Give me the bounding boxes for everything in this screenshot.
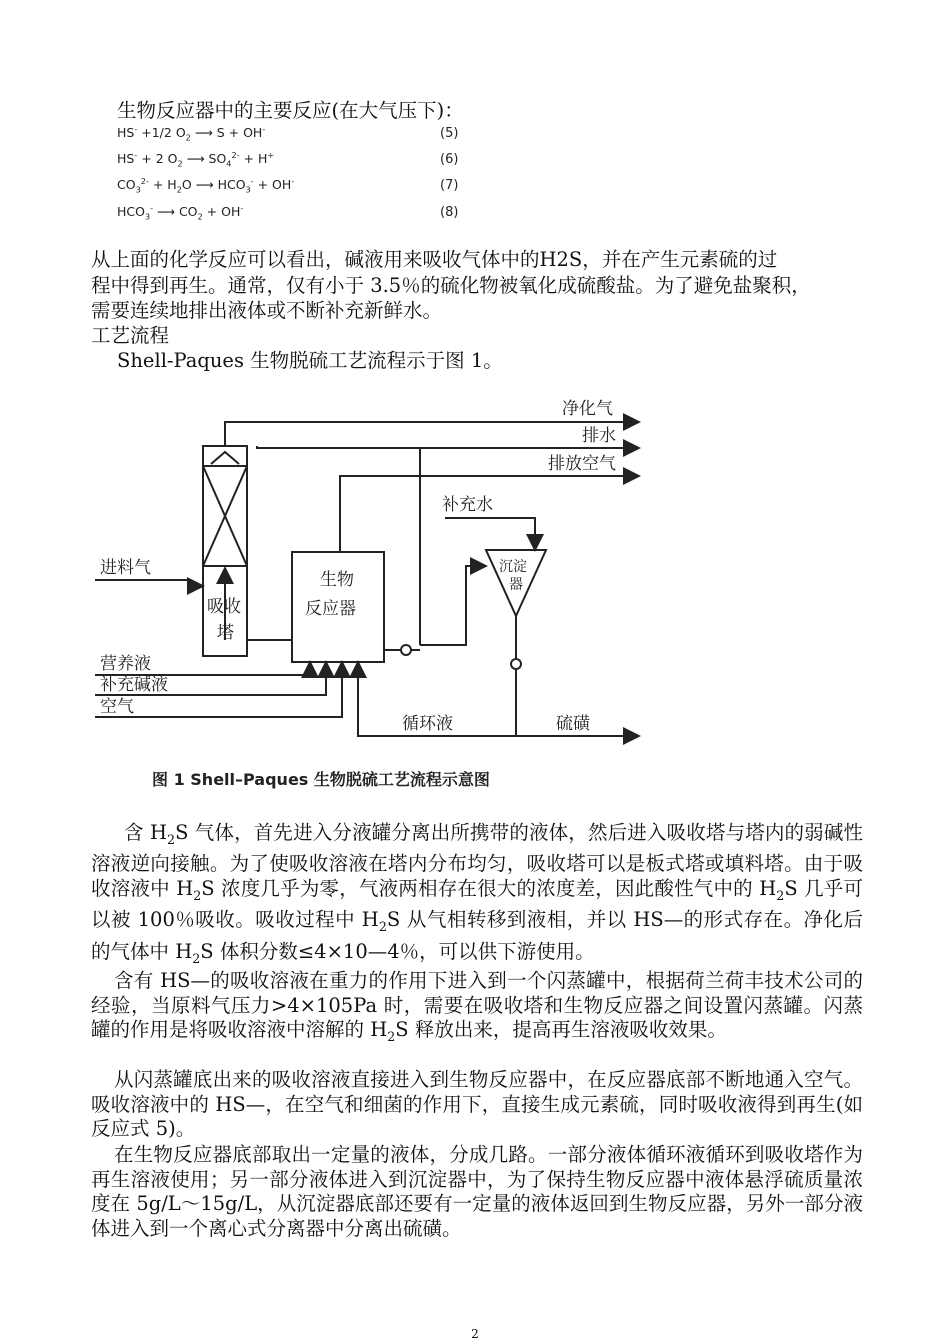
intro-line-1: 从上面的化学反应可以看出，碱液用来吸收气体中的H2S，并在产生元素硫的过 (91, 248, 778, 271)
equation-5: HS- +1/2 $O_2$ ⟶ S + OH- (117, 124, 266, 143)
equation-number: (7) (440, 178, 459, 193)
label-recycle: 循环液 (402, 714, 453, 734)
equation-8: $HCO_3^-$ ⟶ $CO_2 + OH^-$ (117, 203, 244, 222)
label-absorber: 吸收 (207, 597, 241, 617)
label-settler: 器 (509, 577, 523, 593)
label-makeup-alkali: 补充碱液 (100, 675, 168, 695)
intro-line-3: 需要连续地排出液体或不断补充新鲜水。 (91, 299, 443, 322)
label-reactor: 生物 (320, 570, 354, 590)
figure-caption: 图 1 Shell–Paques 生物脱硫工艺流程示意图 (152, 770, 490, 789)
label-sulfur: 硫磺 (556, 714, 590, 734)
process-flow-diagram (90, 390, 650, 800)
label-settler: 沉淀 (499, 559, 527, 575)
equation-number: (8) (440, 205, 459, 220)
equation-7: $CO_3^{2-} + H_2O$ ⟶ $HCO_3^- + OH^-$ (117, 176, 295, 195)
equation-number: (5) (440, 126, 459, 141)
label-absorber: 塔 (217, 623, 234, 643)
section-title: 工艺流程 (91, 324, 170, 347)
paragraph-3: 从闪蒸罐底出来的吸收溶液直接进入到生物反应器中，在反应器底部不断地通入空气。吸收溶液中的 HS—，在空气和细菌的作用下，直接生成元素硫，同时吸收液得到再生(如反应式 5)。 (91, 1068, 863, 1140)
equation-6: HS- + 2 $O_2$ ⟶ $SO_4^{2-} + H^+$ (117, 150, 275, 169)
paragraph-2: 含有 HS—的吸收溶液在重力的作用下进入到一个闪蒸罐中，根据荷兰荷丰技术公司的经验，当原料气压力>4×105Pa 时，需要在吸收塔和生物反应器之间设置闪蒸罐。闪蒸罐的作用是将吸收溶液中溶解的 $H_2S$ 释放出来，提高再生溶液吸收效果。 (91, 969, 863, 1044)
label-reactor: 反应器 (305, 599, 356, 619)
label-nutrient: 营养液 (100, 654, 151, 674)
paragraph-4: 在生物反应器底部取出一定量的液体，分成几路。一部分液体循环液循环到吸收塔作为再生溶液使用；另一部分液体进入到沉淀器中，为了保持生物反应器中液体悬浮硫质量浓度在 5g/L～15g/L，从沉淀器底部还要有一定量的液体返回到生物反应器，另外一部分液体进入到一个离心式分离器中分离出硫磺。 (91, 1143, 863, 1240)
label-vent-air: 排放空气 (548, 454, 616, 474)
intro-line-2: 程中得到再生。通常，仅有小于 3.5％的硫化物被氧化成硫酸盐。为了避免盐聚积， (91, 274, 811, 297)
page-number: 2 (471, 1327, 479, 1341)
label-feed-gas: 进料气 (100, 558, 151, 578)
paragraph-1: 含 $H_2S$ 气体，首先进入分液罐分离出所携带的液体，然后进入吸收塔与塔内的弱碱性溶液逆向接触。为了使吸收溶液在塔内分布均匀，吸收塔可以是板式塔或填料塔。由于吸收溶液中 $H_2S$ 浓度几乎为零，气液两相存在很大的浓度差，因此酸性气中的 $H_2S$ 几乎可以被 100％吸收。吸收过程中 $H_2S$ 从气相转移到液相，并以 HS—的形式存在。净化后的气体中 $H_2S$ 体积分数≤4×10—4％，可以供下游使用。 (91, 821, 863, 966)
label-drain: 排水 (582, 426, 616, 446)
equation-number: (6) (440, 152, 459, 167)
label-makeup-water: 补充水 (442, 495, 493, 515)
figure-reference: Shell-Paques 生物脱硫工艺流程示于图 1。 (117, 349, 503, 372)
label-clean-gas: 净化气 (562, 399, 613, 419)
label-air: 空气 (100, 697, 134, 717)
reaction-heading: 生物反应器中的主要反应(在大气压下)： (117, 99, 464, 122)
